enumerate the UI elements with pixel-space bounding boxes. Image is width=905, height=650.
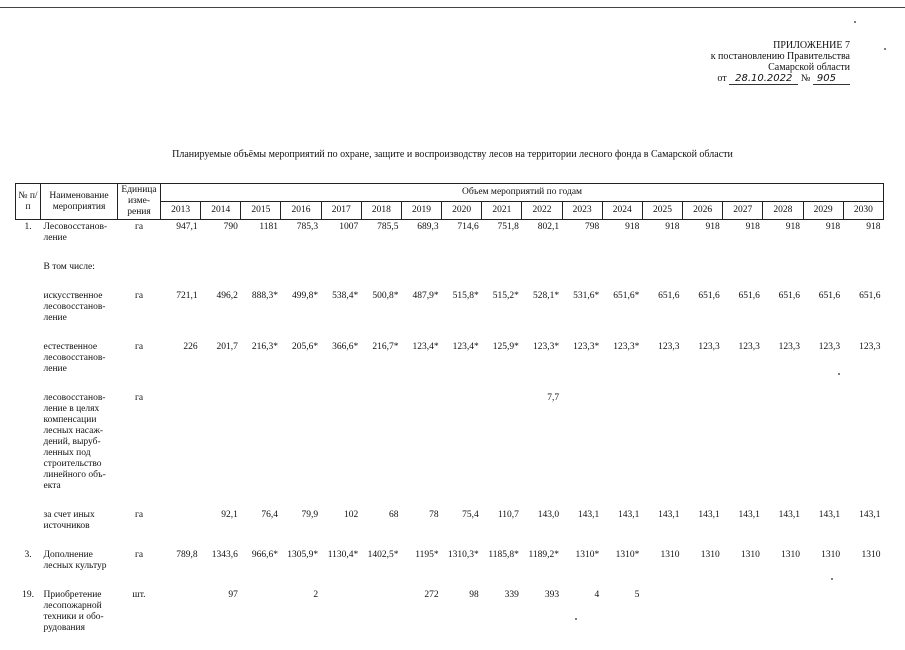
row-value xyxy=(522,260,562,275)
row-value: 528,1* xyxy=(522,289,562,326)
row-value: 143,1 xyxy=(843,508,883,534)
row-value: 802,1 xyxy=(522,220,562,247)
row-value: 499,8* xyxy=(281,289,321,326)
row-value xyxy=(361,260,401,275)
row-unit: га xyxy=(118,220,161,247)
row-spacer xyxy=(16,377,884,391)
row-value xyxy=(241,391,281,494)
row-value: 1310 xyxy=(763,548,803,574)
row-name: Лесовосстанов-ление xyxy=(41,220,118,247)
row-value xyxy=(161,508,201,534)
row-value: 216,3* xyxy=(241,340,281,377)
row-value: 76,4 xyxy=(241,508,281,534)
scan-speck xyxy=(884,48,886,50)
row-value: 68 xyxy=(361,508,401,534)
row-value xyxy=(201,391,241,494)
col-header-year: 2021 xyxy=(482,202,522,220)
row-value xyxy=(683,260,723,275)
row-value: 487,9* xyxy=(401,289,441,326)
row-value xyxy=(241,260,281,275)
col-header-name: Наименование мероприятия xyxy=(41,184,118,220)
row-value: 1310,3* xyxy=(442,548,482,574)
row-value: 515,2* xyxy=(482,289,522,326)
row-value xyxy=(642,260,682,275)
row-value xyxy=(201,260,241,275)
col-header-year: 2019 xyxy=(401,202,441,220)
row-value: 1402,5* xyxy=(361,548,401,574)
row-name: искусственное лесовосстанов-ление xyxy=(41,289,118,326)
row-name: за счет иных источников xyxy=(41,508,118,534)
row-unit xyxy=(118,260,161,275)
row-unit: га xyxy=(118,289,161,326)
row-name: Приобретение лесопожарной техники и обо-рудования xyxy=(41,588,118,636)
row-value xyxy=(161,260,201,275)
col-header-year: 2017 xyxy=(321,202,361,220)
row-value: 798 xyxy=(562,220,602,247)
row-value: 123,3 xyxy=(843,340,883,377)
row-value: 785,5 xyxy=(361,220,401,247)
row-value: 143,1 xyxy=(562,508,602,534)
row-value: 143,1 xyxy=(763,508,803,534)
row-value: 123,3 xyxy=(723,340,763,377)
row-value xyxy=(642,588,682,636)
row-value: 1343,6 xyxy=(201,548,241,574)
col-header-year: 2030 xyxy=(843,202,883,220)
row-value xyxy=(482,260,522,275)
row-value: 92,1 xyxy=(201,508,241,534)
row-value: 75,4 xyxy=(442,508,482,534)
col-header-year: 2023 xyxy=(562,202,602,220)
row-value xyxy=(241,588,281,636)
table-row xyxy=(16,548,884,574)
row-value: 143,1 xyxy=(723,508,763,534)
row-value xyxy=(763,391,803,494)
row-value: 78 xyxy=(401,508,441,534)
table-body xyxy=(16,220,884,650)
row-value xyxy=(683,391,723,494)
appendix-date-line xyxy=(590,73,850,84)
col-header-year: 2026 xyxy=(683,202,723,220)
row-value: 123,3* xyxy=(602,340,642,377)
row-value: 947,1 xyxy=(161,220,201,247)
row-value xyxy=(562,260,602,275)
row-value: 123,3 xyxy=(803,340,843,377)
spacer-cell xyxy=(16,377,884,391)
appendix-decree: к постановлению Правительства xyxy=(590,51,850,62)
row-value xyxy=(442,260,482,275)
row-value: 4 xyxy=(562,588,602,636)
col-header-year: 2014 xyxy=(201,202,241,220)
table-row xyxy=(16,289,884,326)
row-value: 125,9* xyxy=(482,340,522,377)
row-number xyxy=(16,340,41,377)
row-value: 966,6* xyxy=(241,548,281,574)
table-row xyxy=(16,391,884,494)
row-value: 205,6* xyxy=(281,340,321,377)
row-value: 918 xyxy=(803,220,843,247)
row-number: 1. xyxy=(16,220,41,247)
col-header-year: 2025 xyxy=(642,202,682,220)
row-value: 496,2 xyxy=(201,289,241,326)
col-header-volume: Объем мероприятий по годам xyxy=(161,184,884,202)
col-header-year: 2018 xyxy=(361,202,401,220)
row-value: 918 xyxy=(763,220,803,247)
row-value: 1310 xyxy=(803,548,843,574)
row-value: 98 xyxy=(442,588,482,636)
row-unit: га xyxy=(118,340,161,377)
row-spacer xyxy=(16,494,884,508)
row-value: 2 xyxy=(281,588,321,636)
row-value: 123,3 xyxy=(763,340,803,377)
col-header-year: 2016 xyxy=(281,202,321,220)
row-value: 143,0 xyxy=(522,508,562,534)
row-value: 515,8* xyxy=(442,289,482,326)
row-value: 531,6* xyxy=(562,289,602,326)
top-rule xyxy=(0,7,905,8)
row-value: 651,6* xyxy=(602,289,642,326)
row-spacer xyxy=(16,574,884,588)
row-value: 143,1 xyxy=(683,508,723,534)
appendix-header xyxy=(590,40,850,84)
row-value: 1310* xyxy=(562,548,602,574)
row-value: 272 xyxy=(401,588,441,636)
row-value xyxy=(723,260,763,275)
row-name: Дополнение лесных культур xyxy=(41,548,118,574)
table-row xyxy=(16,260,884,275)
row-spacer xyxy=(16,534,884,548)
row-name: В том числе: xyxy=(41,260,118,275)
spacer-cell xyxy=(16,275,884,289)
row-value: 366,6* xyxy=(321,340,361,377)
row-value: 785,3 xyxy=(281,220,321,247)
row-number: 19. xyxy=(16,588,41,636)
row-value: 500,8* xyxy=(361,289,401,326)
row-value: 1185,8* xyxy=(482,548,522,574)
row-value: 123,4* xyxy=(442,340,482,377)
row-spacer xyxy=(16,275,884,289)
col-header-year: 2013 xyxy=(161,202,201,220)
spacer-cell xyxy=(16,534,884,548)
row-value xyxy=(562,391,602,494)
row-unit: шт. xyxy=(118,588,161,636)
row-value: 1130,4* xyxy=(321,548,361,574)
row-unit: га xyxy=(118,548,161,574)
row-value: 1007 xyxy=(321,220,361,247)
row-value: 721,1 xyxy=(161,289,201,326)
row-value: 123,3* xyxy=(522,340,562,377)
appendix-title: ПРИЛОЖЕНИЕ 7 xyxy=(590,40,850,51)
row-value: 1310* xyxy=(602,548,642,574)
table-row xyxy=(16,340,884,377)
row-value: 143,1 xyxy=(642,508,682,534)
scan-speck xyxy=(575,618,577,620)
col-header-year: 2020 xyxy=(442,202,482,220)
col-header-year: 2027 xyxy=(723,202,763,220)
row-value: 102 xyxy=(321,508,361,534)
row-value: 918 xyxy=(843,220,883,247)
row-value: 651,6 xyxy=(723,289,763,326)
handwritten-number: 905 xyxy=(813,73,850,85)
row-value: 918 xyxy=(683,220,723,247)
row-value: 689,3 xyxy=(401,220,441,247)
col-header-year: 2022 xyxy=(522,202,562,220)
row-value xyxy=(723,588,763,636)
row-value xyxy=(843,260,883,275)
row-value xyxy=(803,260,843,275)
row-value xyxy=(843,588,883,636)
row-value: 123,3 xyxy=(683,340,723,377)
row-value: 918 xyxy=(723,220,763,247)
row-value: 651,6 xyxy=(642,289,682,326)
row-value: 110,7 xyxy=(482,508,522,534)
scan-speck xyxy=(854,21,856,23)
row-value xyxy=(763,588,803,636)
date-prefix: от xyxy=(717,73,726,84)
row-value: 1305,9* xyxy=(281,548,321,574)
number-prefix: № xyxy=(801,73,811,84)
row-value: 651,6 xyxy=(763,289,803,326)
row-value: 651,6 xyxy=(683,289,723,326)
row-spacer xyxy=(16,246,884,260)
col-header-year: 2029 xyxy=(803,202,843,220)
row-value: 888,3* xyxy=(241,289,281,326)
row-value xyxy=(843,391,883,494)
row-value: 216,7* xyxy=(361,340,401,377)
row-value: 714,6 xyxy=(442,220,482,247)
row-value: 201,7 xyxy=(201,340,241,377)
row-value xyxy=(763,260,803,275)
row-value xyxy=(642,391,682,494)
row-number xyxy=(16,289,41,326)
row-value: 1310 xyxy=(642,548,682,574)
row-name: лесовосстанов-ление в целях компенсации лесных насаж-дений, выруб-ленных под строительство линейного объ-екта xyxy=(41,391,118,494)
row-value: 123,3 xyxy=(642,340,682,377)
row-value: 123,3* xyxy=(562,340,602,377)
spacer-cell xyxy=(16,636,884,650)
row-value xyxy=(321,588,361,636)
col-header-year: 2024 xyxy=(602,202,642,220)
row-value: 651,6 xyxy=(803,289,843,326)
row-name: естественное лесовосстанов-ление xyxy=(41,340,118,377)
document-title: Планируемые объёмы мероприятий по охране, защите и воспроизводству лесов на территории лесного фонда в Самарской области xyxy=(0,149,905,160)
row-value: 1310 xyxy=(843,548,883,574)
row-value xyxy=(361,588,401,636)
row-value: 651,6 xyxy=(843,289,883,326)
row-unit: га xyxy=(118,508,161,534)
row-value: 143,1 xyxy=(602,508,642,534)
spacer-cell xyxy=(16,494,884,508)
row-value xyxy=(803,391,843,494)
col-header-year: 2028 xyxy=(763,202,803,220)
row-value: 1189,2* xyxy=(522,548,562,574)
row-value xyxy=(602,391,642,494)
col-header-unit: Единица изме-рения xyxy=(118,184,161,220)
row-value: 1310 xyxy=(723,548,763,574)
row-value: 97 xyxy=(201,588,241,636)
table-row xyxy=(16,588,884,636)
row-value xyxy=(321,391,361,494)
row-spacer xyxy=(16,326,884,340)
col-header-num: № п/п xyxy=(16,184,41,220)
row-unit: га xyxy=(118,391,161,494)
row-value xyxy=(161,391,201,494)
row-value xyxy=(401,391,441,494)
row-value xyxy=(723,391,763,494)
row-value xyxy=(161,588,201,636)
row-value: 789,8 xyxy=(161,548,201,574)
row-number xyxy=(16,508,41,534)
row-value xyxy=(683,588,723,636)
appendix-region: Самарской области xyxy=(590,62,850,73)
row-value: 751,8 xyxy=(482,220,522,247)
row-value: 1195* xyxy=(401,548,441,574)
row-number xyxy=(16,391,41,494)
row-value: 1310 xyxy=(683,548,723,574)
row-value xyxy=(803,588,843,636)
spacer-cell xyxy=(16,326,884,340)
row-value: 538,4* xyxy=(321,289,361,326)
row-value: 143,1 xyxy=(803,508,843,534)
table-row xyxy=(16,220,884,247)
row-spacer xyxy=(16,636,884,650)
row-value: 5 xyxy=(602,588,642,636)
row-value xyxy=(602,260,642,275)
row-value xyxy=(442,391,482,494)
row-value: 393 xyxy=(522,588,562,636)
row-value xyxy=(361,391,401,494)
header-row-top xyxy=(16,184,884,202)
spacer-cell xyxy=(16,246,884,260)
row-value: 918 xyxy=(642,220,682,247)
row-value xyxy=(482,391,522,494)
row-number: 3. xyxy=(16,548,41,574)
spacer-cell xyxy=(16,574,884,588)
row-value: 79,9 xyxy=(281,508,321,534)
row-value xyxy=(281,391,321,494)
measures-table xyxy=(15,183,884,650)
col-header-year: 2015 xyxy=(241,202,281,220)
row-value: 790 xyxy=(201,220,241,247)
row-value xyxy=(401,260,441,275)
row-value: 7,7 xyxy=(522,391,562,494)
row-value xyxy=(321,260,361,275)
scan-speck xyxy=(831,578,833,580)
row-value: 1181 xyxy=(241,220,281,247)
row-value: 339 xyxy=(482,588,522,636)
table-row xyxy=(16,508,884,534)
row-value: 918 xyxy=(602,220,642,247)
handwritten-date: 28.10.2022 xyxy=(729,73,798,85)
row-number xyxy=(16,260,41,275)
row-value xyxy=(281,260,321,275)
row-value: 123,4* xyxy=(401,340,441,377)
row-value: 226 xyxy=(161,340,201,377)
scan-speck xyxy=(838,373,840,375)
